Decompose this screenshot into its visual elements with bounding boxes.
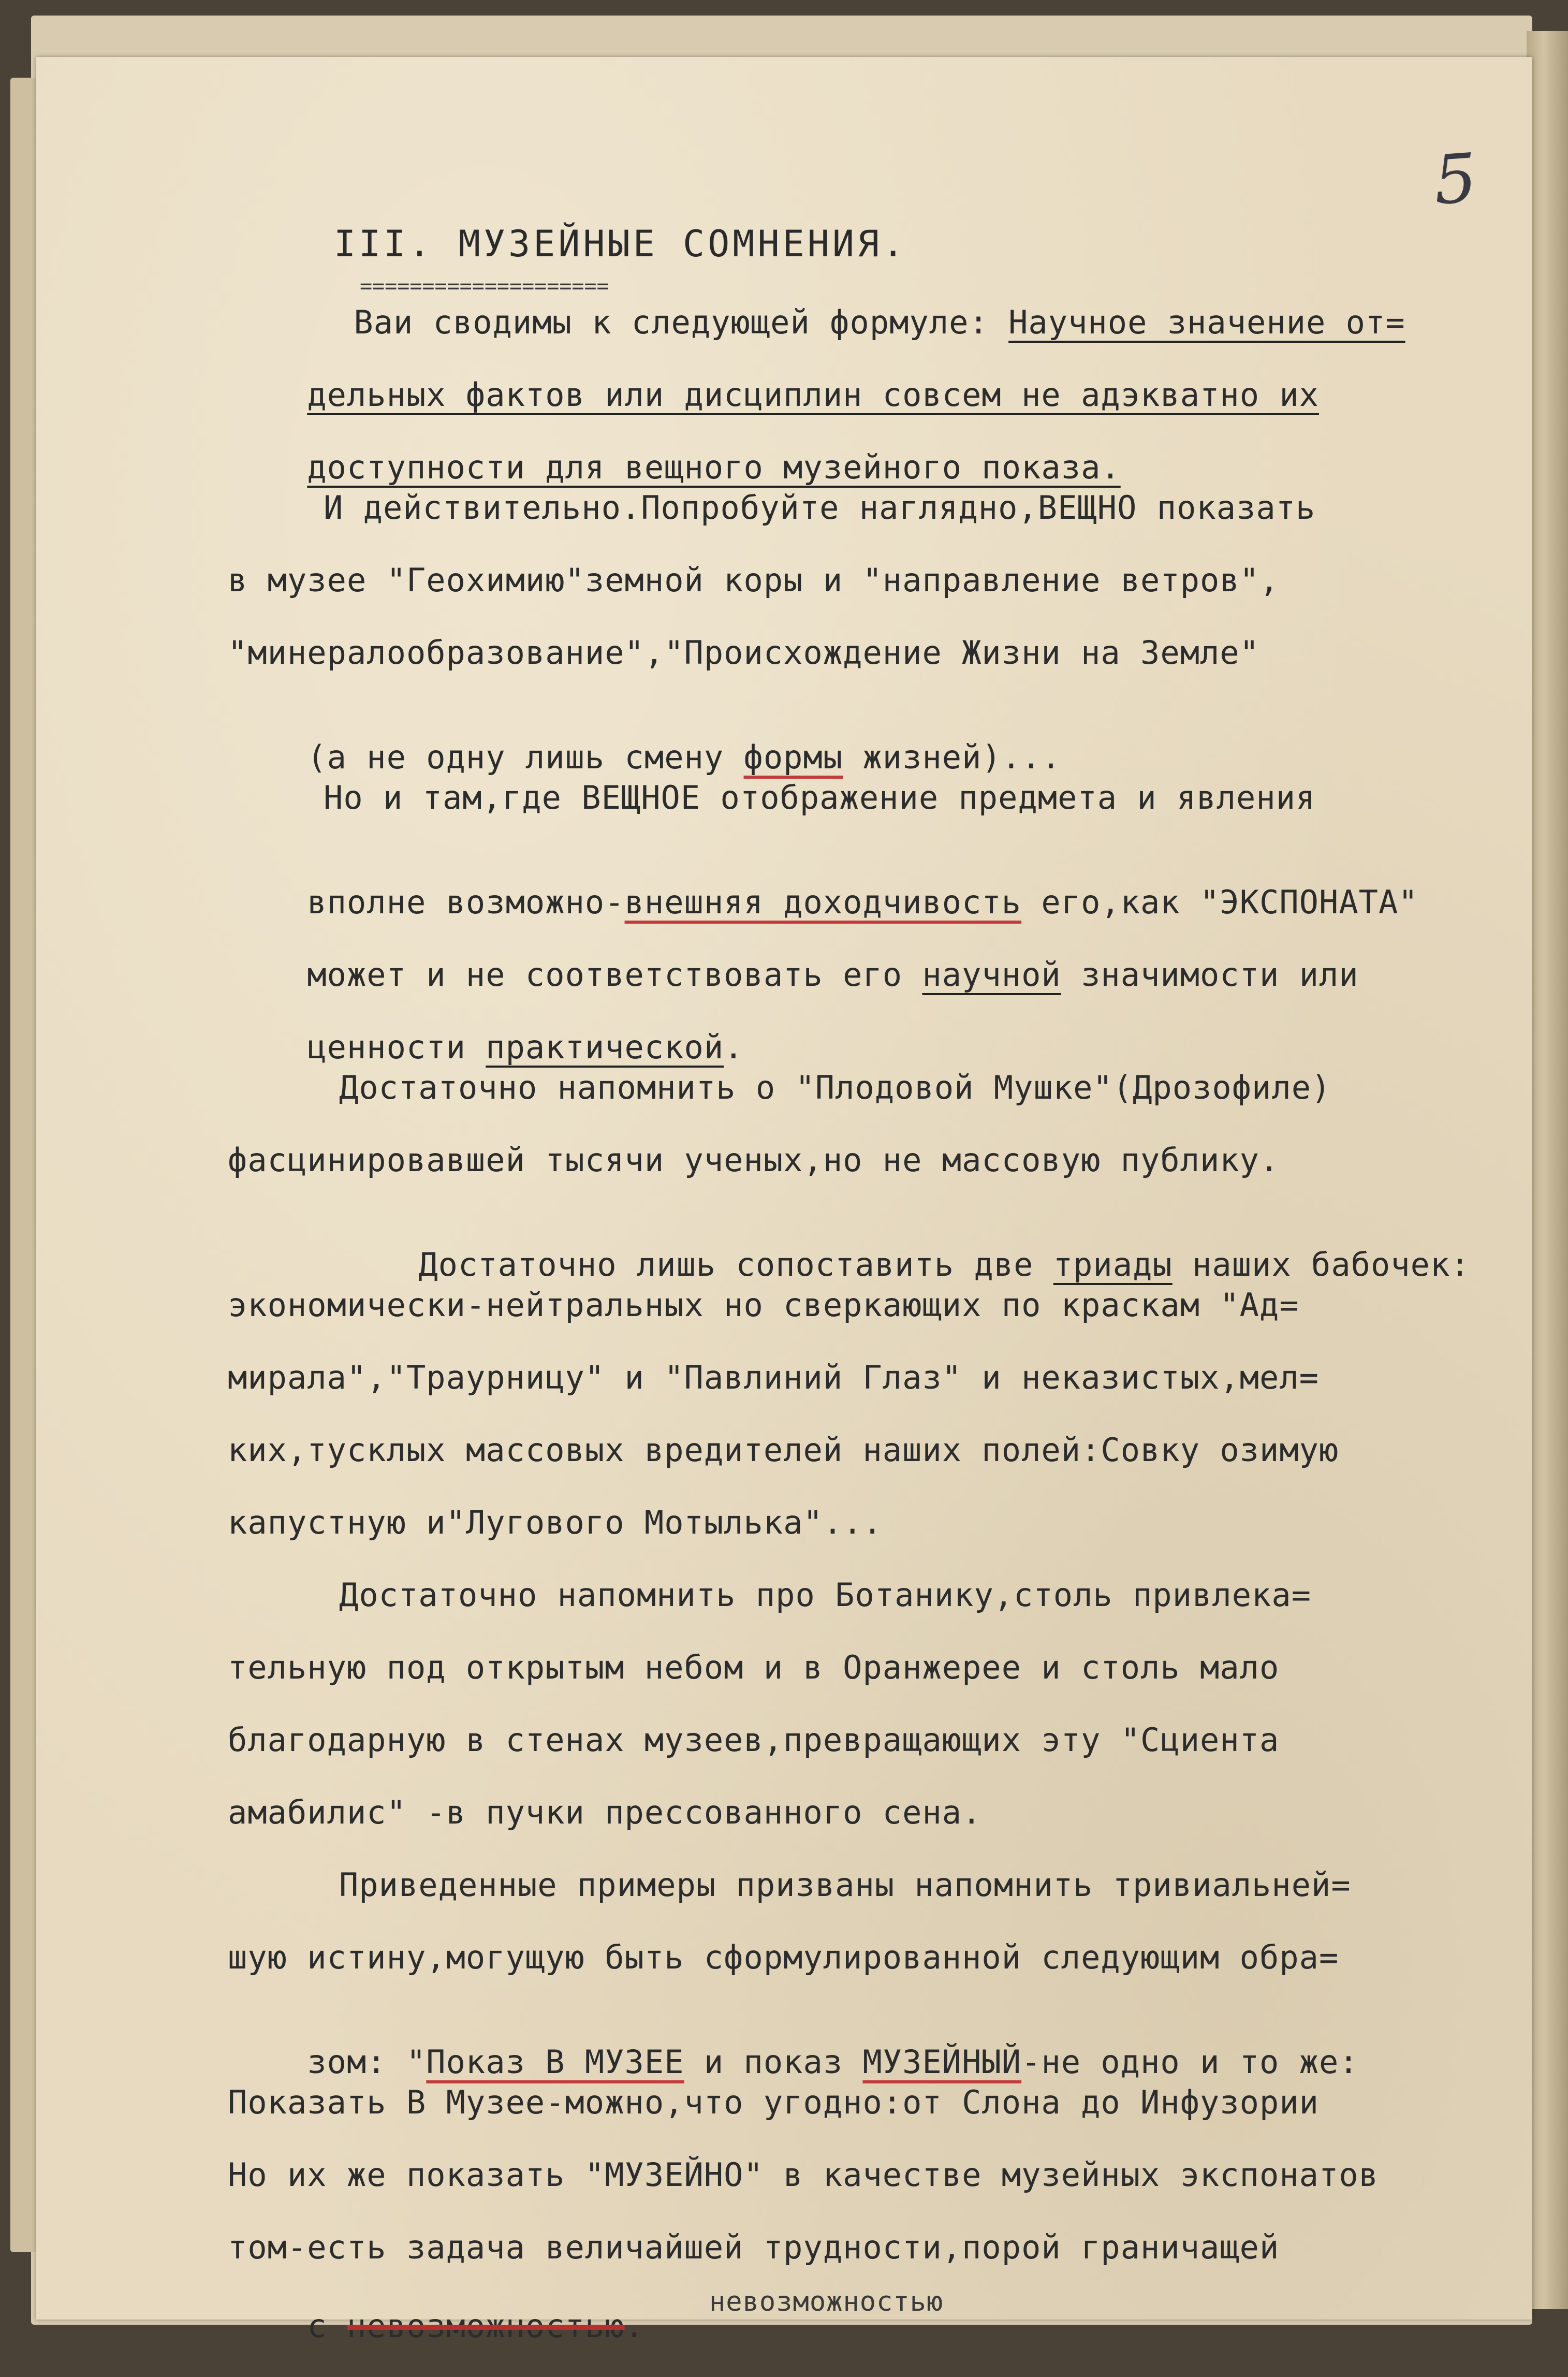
text-line-26: Показать В Музее-можно,что угодно:от Слона до Инфузории [228,2083,1319,2121]
text-line-25: зом: "Показ В МУЗЕЕ и показ МУЗЕЙНЫЙ-не одно и то же: [307,2043,1359,2081]
text-line-7: (а не одну лишь смену формы жизней)... [307,738,1061,776]
text-line-16: мирала","Траурницу" и "Павлиний Глаз" и неказистых,мел= [228,1359,1319,1396]
heading-underline: ==================== [360,274,609,298]
text-line-2: дельных фактов или дисциплин совсем не адэкватно их [307,376,1319,414]
text-line-4: И действительно.Попробуйте наглядно,ВЕЩНО показать [324,489,1316,527]
text-line-15: экономически-нейтральных но сверкающих по краскам "Ад= [228,1286,1299,1324]
text-line-23: Приведенные примеры призваны напомнить тривиальней= [339,1866,1351,1904]
text-line-24: шую истину,могущую быть сформулированной следующим обра= [228,1938,1339,1976]
text-line-10: может и не соответствовать его научной значимости или [307,956,1359,994]
section-heading: III. МУЗЕЙНЫЕ СОМНЕНИЯ. [334,223,907,265]
text-line-12: Достаточно напомнить о "Плодовой Мушке"(Дрозофиле) [339,1069,1331,1106]
text-line-18: капустную и"Лугового Мотылька"... [228,1504,883,1541]
text-line-8: Но и там,где ВЕЩНОЕ отображение предмета и явления [324,779,1316,816]
text-line-21: благодарную в стенах музеев,превращающих эту "Сциента [228,1721,1280,1759]
text-line-last: с невозможностью. [307,2307,644,2345]
struck-word: невозможностью [346,2307,625,2345]
text-line-20: тельную под открытым небом и в Оранжерее и столь мало [228,1649,1280,1686]
text-line-5: в музее "Геохимию"земной коры и "направление ветров", [228,561,1280,599]
text-line-27: Но их же показать "МУЗЕЙНО" в качестве музейных экспонатов [228,2156,1379,2194]
page-stack-edge [1527,31,1568,2309]
typed-page [36,57,1532,2345]
text-line-13: фасцинировавшей тысячи ученых,но не массовую публику. [228,1141,1280,1179]
margin-pencil-note: ​ [155,1092,182,1097]
text-line-22: амабилис" -в пучки прессованного сена. [228,1793,982,1831]
text-line-14: Достаточно лишь сопоставить две триады наших бабочек: [418,1246,1470,1284]
inserted-correction: невозможностью [709,2286,944,2317]
text-line-1: Ваи сводимы к следующей формуле: Научное значение от= [354,303,1405,341]
text-line-9: вполне возможно-внешняя доходчивость его,как "ЭКСПОНАТА" [307,883,1418,921]
text-line-19: Достаточно напомнить про Ботанику,столь привлека= [339,1576,1312,1614]
page-number: 5 [1431,138,1479,220]
text-line-28: том-есть задача величайшей трудности,порой граничащей [228,2228,1280,2266]
text-line-3: доступности для вещного музейного показа. [307,448,1121,486]
text-line-17: ких,тусклых массовых вредителей наших полей:Совку озимую [228,1431,1339,1469]
text-line-6: "минералообразование","Происхождение Жизни на Земле" [228,634,1260,672]
text-line-11: ценности практической. [307,1028,744,1066]
